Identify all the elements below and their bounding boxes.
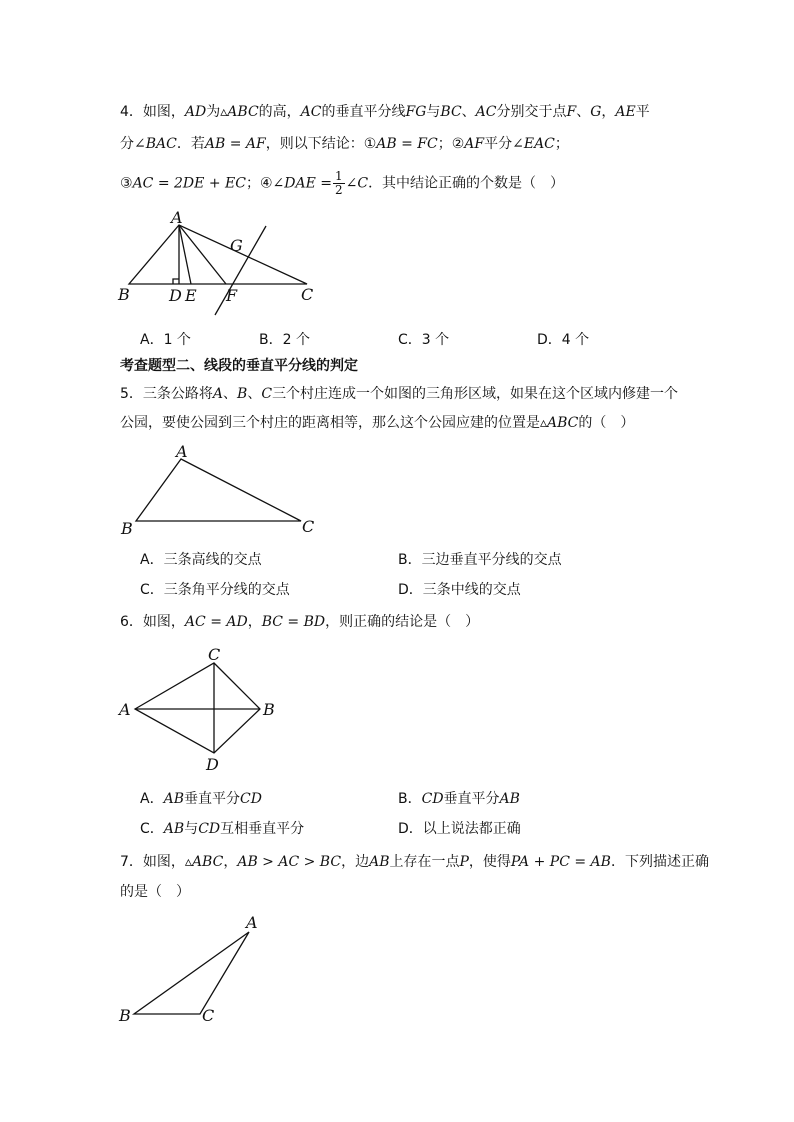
text: ，则正确的结论是（ ）: [325, 614, 480, 630]
text: ，: [247, 614, 262, 630]
text: 平分: [484, 136, 513, 152]
math: CD: [421, 791, 444, 807]
text: 平: [635, 104, 650, 120]
text: 垂直平分: [443, 791, 500, 807]
math: C: [261, 386, 273, 402]
text: 的是（ ）: [120, 884, 190, 900]
text: 互相垂直平分: [220, 821, 305, 837]
q6-label-b: B: [263, 700, 275, 719]
math: AC: [300, 104, 322, 120]
q5-number: 5．: [120, 386, 143, 402]
q7-label-a: A: [246, 913, 258, 932]
q5-option-c: C．三条角平分线的交点: [140, 582, 290, 598]
q6-label-a: A: [119, 700, 131, 719]
math: AB: [369, 854, 390, 870]
q7-label-b: B: [119, 1006, 131, 1025]
q4-label-a: A: [171, 208, 183, 227]
math: AB = AF: [204, 136, 266, 152]
q4-label-b: B: [118, 285, 130, 304]
math: F: [566, 104, 577, 120]
math: ∠EAC: [512, 136, 555, 152]
text: 的高，: [258, 104, 301, 120]
circled-number: ②: [451, 136, 465, 152]
option-letter: B．: [398, 791, 422, 807]
text: 分别交于点: [496, 104, 567, 120]
math: ▵ABC: [540, 415, 579, 431]
math: AB: [163, 791, 184, 807]
text: 、: [461, 104, 476, 120]
q4-option-b: B．2 个: [259, 332, 310, 348]
text: ，: [223, 854, 238, 870]
option-letter: C．: [140, 821, 164, 837]
math: AE: [615, 104, 636, 120]
math: AB: [499, 791, 520, 807]
math: BC: [440, 104, 462, 120]
fraction-denominator: 2: [334, 183, 343, 197]
text: ，则以下结论：: [265, 136, 364, 152]
math: BC = BD: [261, 614, 326, 630]
math: P: [459, 854, 469, 870]
q4-label-d: D: [169, 286, 182, 305]
text: ．其中结论正确的个数是（ ）: [368, 175, 565, 192]
math: AD: [184, 104, 207, 120]
math: AB > AC > BC: [237, 854, 342, 870]
text: 的（ ）: [578, 415, 635, 431]
math: AB = FC: [376, 136, 438, 152]
text: 上存在一点: [389, 854, 460, 870]
q5-option-a: A．三条高线的交点: [140, 552, 262, 568]
q4-number: 4．: [120, 104, 143, 120]
text: 、: [223, 386, 238, 402]
math: AF: [464, 136, 485, 152]
text: ，: [601, 104, 616, 120]
text: 与: [184, 821, 199, 837]
q4-option-d: D．4 个: [537, 332, 590, 348]
text: 的垂直平分线: [321, 104, 406, 120]
text: ；: [554, 136, 569, 152]
text: 分: [120, 136, 134, 152]
q4-label-c: C: [301, 285, 314, 304]
q5-option-d: D．三条中线的交点: [398, 582, 521, 598]
text: ．下列描述正确: [610, 854, 709, 870]
math: CD: [198, 821, 221, 837]
text: ；: [437, 136, 452, 152]
text: 三条公路将: [142, 386, 213, 402]
q7-label-c: C: [202, 1006, 215, 1025]
q4-option-c: C．3 个: [398, 332, 450, 348]
math: ∠BAC: [134, 136, 177, 152]
circled-number: ③: [120, 175, 133, 192]
math: ∠DAE =: [272, 175, 332, 192]
text: 如图，: [142, 104, 185, 120]
q5-label-a: A: [176, 442, 188, 461]
text: 、: [576, 104, 591, 120]
circled-number: ④: [259, 175, 273, 192]
text: 与: [426, 104, 441, 120]
text: ；: [245, 175, 260, 192]
q7-number: 7．: [120, 854, 143, 870]
math: AC = AD: [184, 614, 248, 630]
q4-option-a: A．1 个: [140, 332, 191, 348]
math: G: [590, 104, 602, 120]
option-letter: A．: [140, 791, 164, 807]
text: ，边: [341, 854, 370, 870]
q4-label-f: F: [226, 286, 238, 305]
q5-label-c: C: [302, 517, 315, 536]
text: 公园，要使公园到三个村庄的距离相等，那么这个公园应建的位置是: [120, 415, 540, 431]
math: ∠C: [345, 175, 369, 192]
text: 如图，: [142, 614, 185, 630]
math: CD: [239, 791, 262, 807]
math: ▵ABC: [184, 854, 224, 870]
option-letter: D．: [398, 821, 423, 837]
math: AB: [163, 821, 185, 837]
section-heading: 考查题型二、线段的垂直平分线的判定: [120, 358, 358, 374]
q6-label-d: D: [206, 755, 219, 774]
math: AC = 2DE + EC: [132, 175, 246, 192]
q4-label-e: E: [185, 286, 197, 305]
text: ，使得: [468, 854, 511, 870]
q4-label-g: G: [230, 236, 243, 255]
math: B: [237, 386, 248, 402]
math: FG: [405, 104, 427, 120]
circled-number: ①: [363, 136, 377, 152]
text: 三个村庄连成一个如图的三角形区域，如果在这个区域内修建一个: [272, 386, 679, 402]
text: 以上说法都正确: [422, 821, 521, 837]
math: AC: [475, 104, 497, 120]
q6-number: 6．: [120, 614, 143, 630]
q5-label-b: B: [121, 519, 133, 538]
text: ．若: [176, 136, 205, 152]
math: A: [212, 386, 224, 402]
q6-label-c: C: [208, 645, 221, 664]
math: ▵ABC: [220, 104, 259, 120]
text: 如图，: [142, 854, 185, 870]
q5-option-b: B．三边垂直平分线的交点: [398, 552, 562, 568]
q7-triangle-abc: [134, 932, 249, 1014]
math: PA + PC = AB: [510, 854, 611, 870]
text: 垂直平分: [183, 791, 240, 807]
text: 、: [247, 386, 262, 402]
fraction-numerator: 1: [334, 169, 343, 183]
text: 为: [206, 104, 221, 120]
